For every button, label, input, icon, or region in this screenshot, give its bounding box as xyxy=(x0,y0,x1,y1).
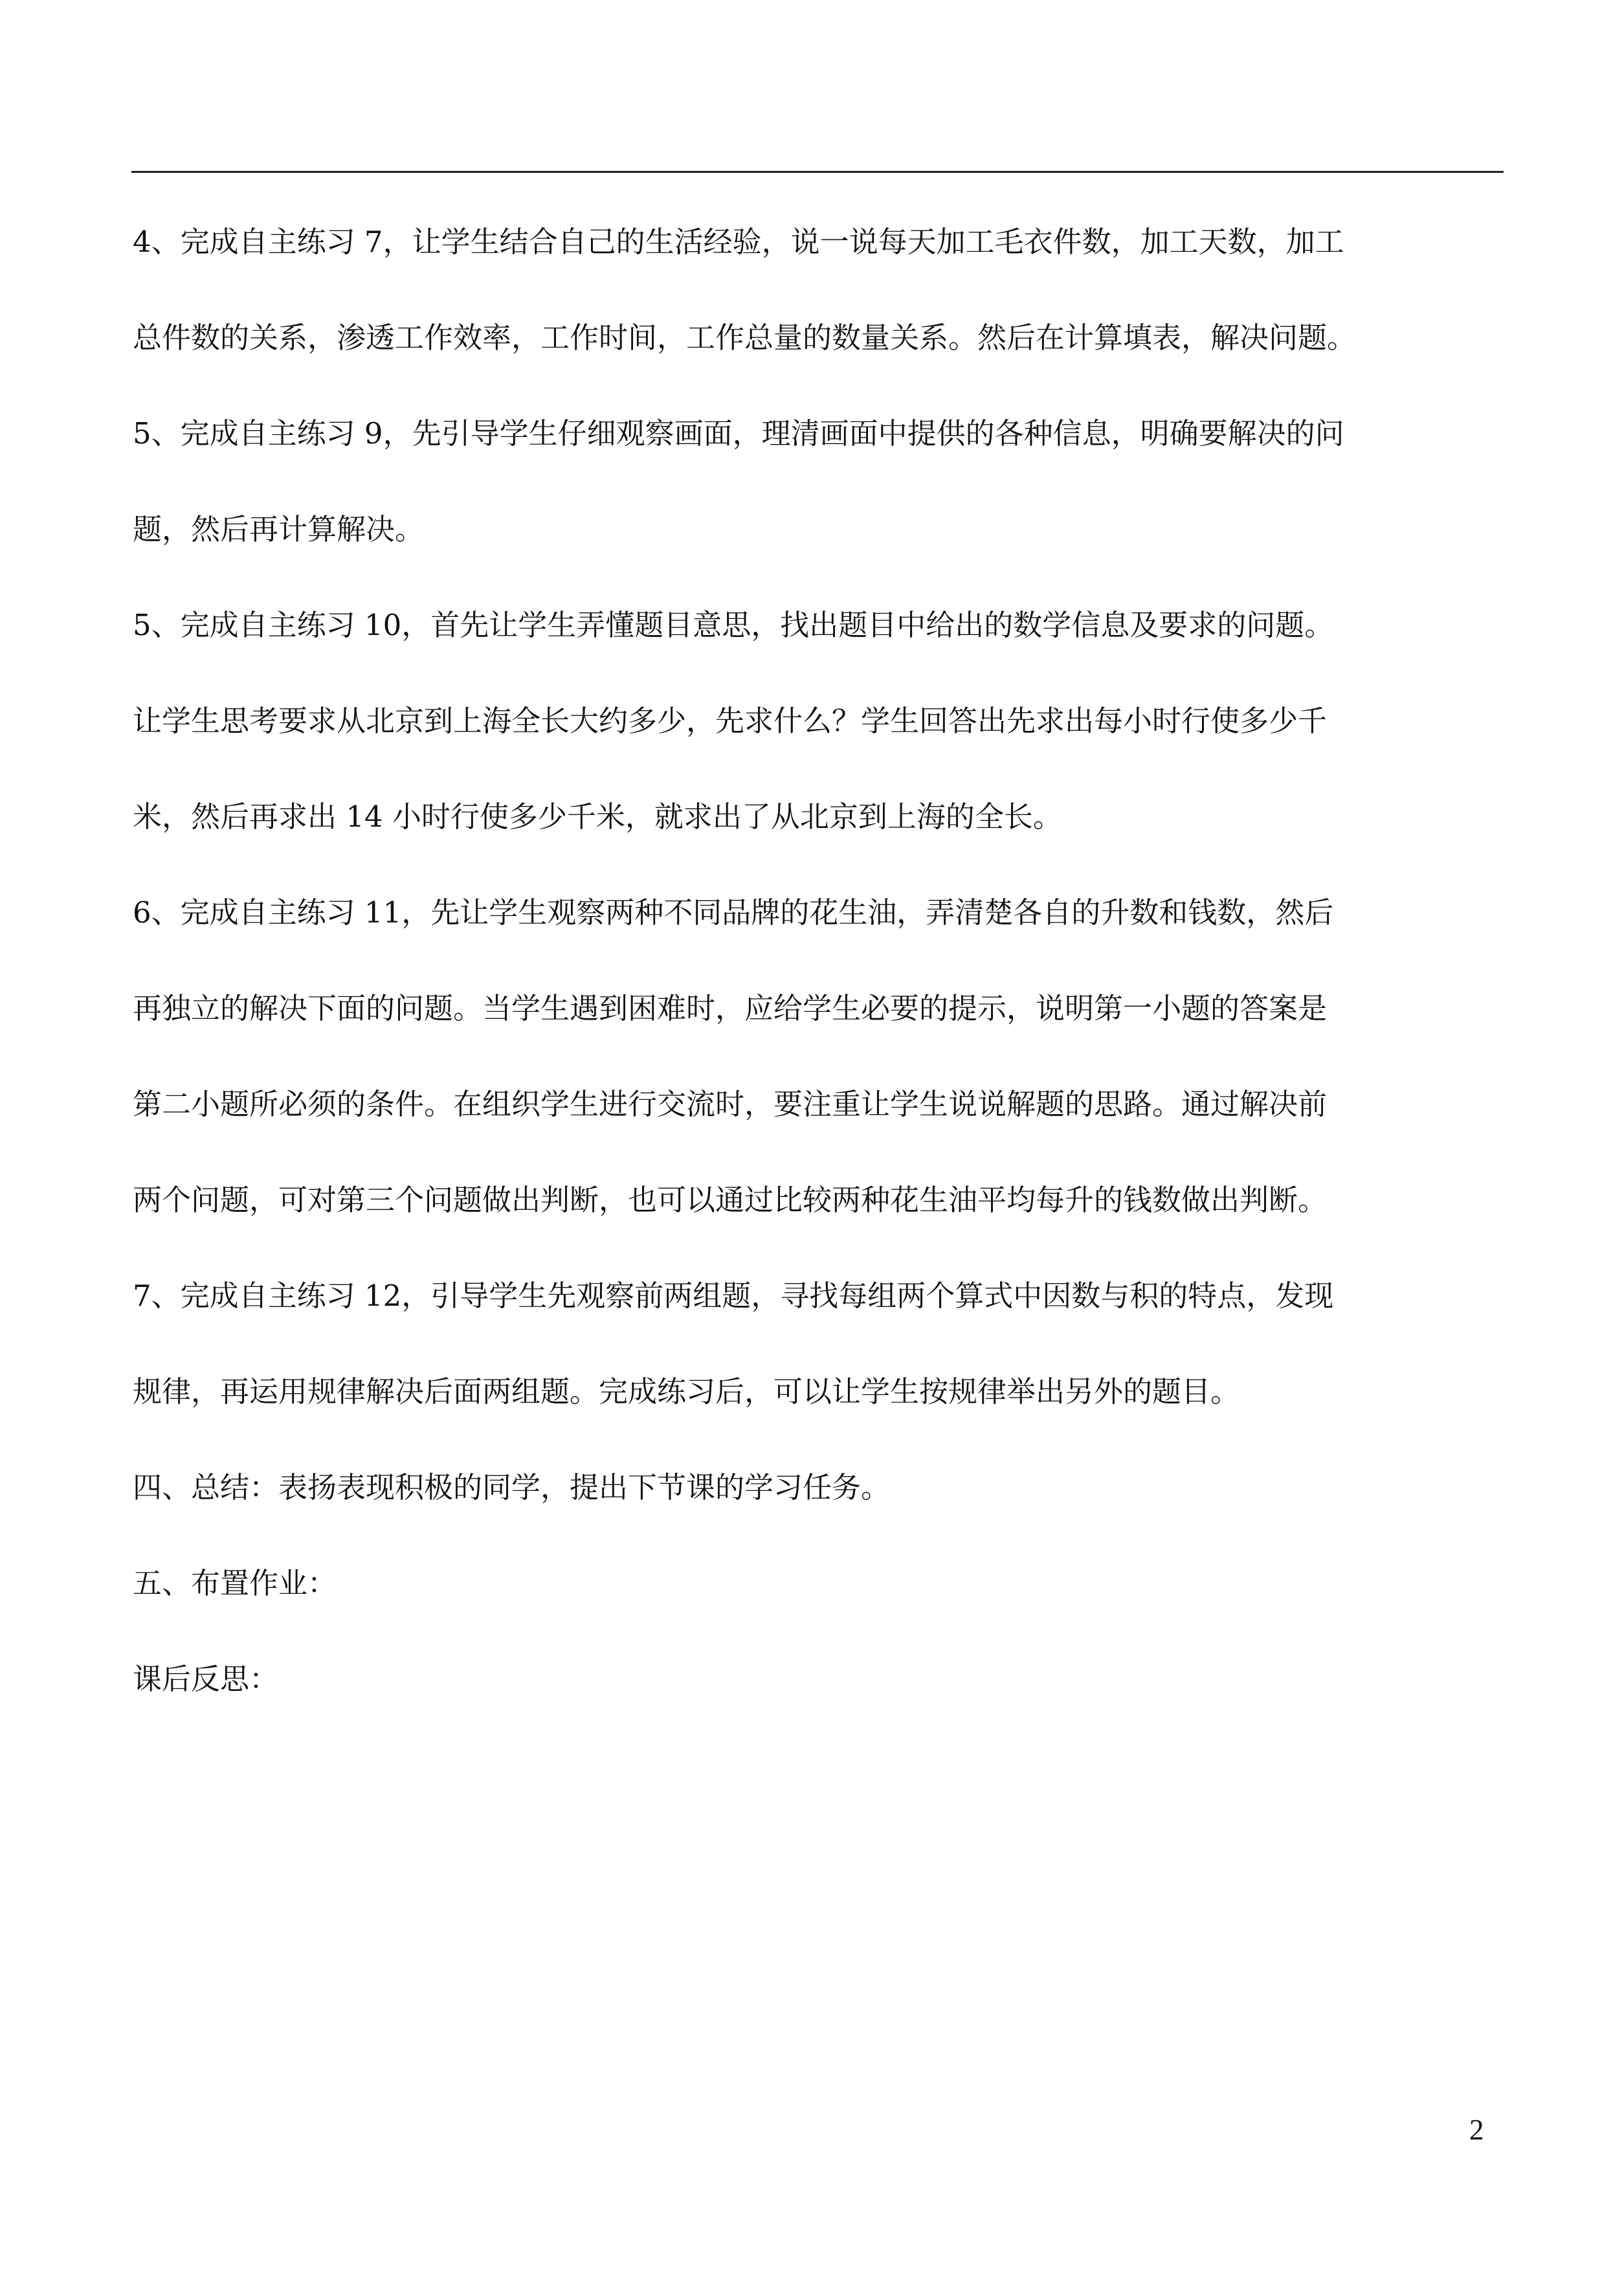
text-line: 让学生思考要求从北京到上海全长大约多少，先求什么？学生回答出先求出每小时行使多少千 xyxy=(133,704,1328,738)
header-rule xyxy=(131,171,1504,173)
text-line: 5、完成自主练习 10，首先让学生弄懂题目意思，找出题目中给出的数学信息及要求的问题。 xyxy=(133,608,1334,642)
section-heading-reflection: 课后反思： xyxy=(133,1662,279,1696)
section-heading-summary: 四、总结：表扬表现积极的同学，提出下节课的学习任务。 xyxy=(133,1470,891,1504)
page-number: 2 xyxy=(1469,2114,1484,2146)
text-line: 两个问题，可对第三个问题做出判断，也可以通过比较两种花生油平均每升的钱数做出判断。 xyxy=(133,1183,1328,1217)
text-line: 6、完成自主练习 11，先让学生观察两种不同品牌的花生油，弄清楚各自的升数和钱数，然后 xyxy=(133,895,1334,930)
section-heading-homework: 五、布置作业： xyxy=(133,1566,337,1600)
text-line: 米，然后再求出 14 小时行使多少千米，就求出了从北京到上海的全长。 xyxy=(133,800,1062,834)
text-line: 5、完成自主练习 9，先引导学生仔细观察画面，理清画面中提供的各种信息，明确要解决的问 xyxy=(133,416,1344,451)
text-line: 再独立的解决下面的问题。当学生遇到困难时，应给学生必要的提示，说明第一小题的答案是 xyxy=(133,991,1328,1025)
text-line: 4、完成自主练习 7，让学生结合自己的生活经验，说一说每天加工毛衣件数，加工天数，加工 xyxy=(133,225,1344,259)
text-line: 题，然后再计算解决。 xyxy=(133,512,425,546)
text-line: 第二小题所必须的条件。在组织学生进行交流时，要注重让学生说说解题的思路。通过解决前 xyxy=(133,1087,1328,1121)
text-line: 7、完成自主练习 12，引导学生先观察前两组题，寻找每组两个算式中因数与积的特点，发现 xyxy=(133,1279,1334,1313)
text-line: 规律，再运用规律解决后面两组题。完成练习后，可以让学生按规律举出另外的题目。 xyxy=(133,1374,1240,1409)
document-body xyxy=(133,194,1505,1727)
text-line: 总件数的关系，渗透工作效率，工作时间，工作总量的数量关系。然后在计算填表，解决问题。 xyxy=(133,320,1357,355)
